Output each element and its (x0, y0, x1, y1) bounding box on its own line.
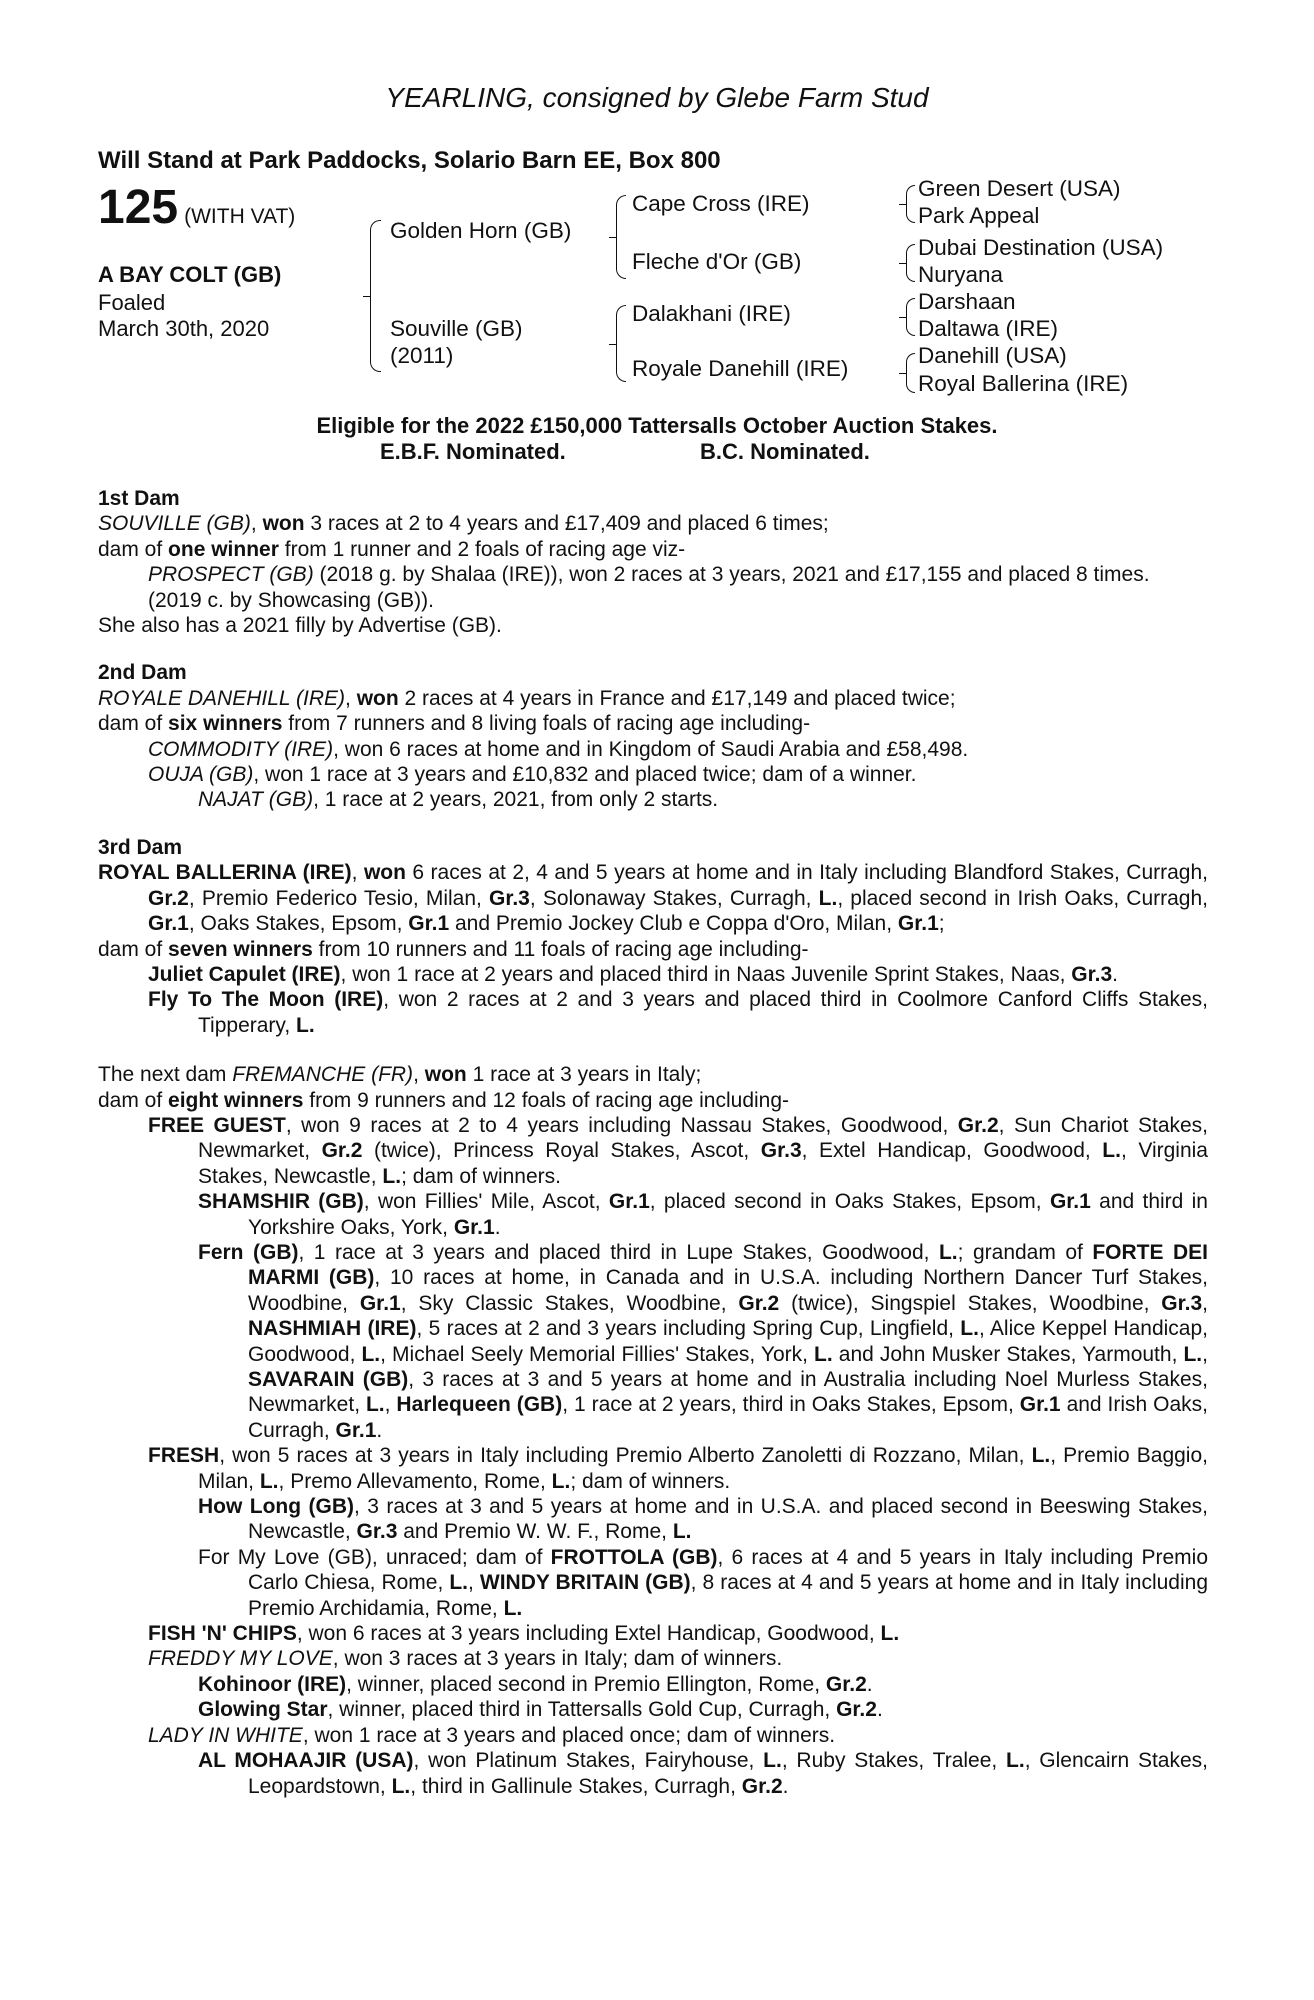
pedigree-g3-2: Park Appeal (918, 203, 1040, 228)
text: , Premio Baggio, Milan, (198, 1444, 1208, 1493)
emphasis: Gr.1 (1019, 1393, 1061, 1417)
text: 1 race at 3 years in Italy; (466, 1063, 702, 1087)
emphasis: L. (672, 1520, 692, 1544)
text: from 9 runners and 12 foals of racing age including- (303, 1088, 790, 1112)
text: , 8 races at 4 and 5 years at home and in Italy including Premio Archidamia, Rome, (248, 1571, 1208, 1620)
horse-name-text: FREDDY MY LOVE (148, 1647, 333, 1671)
horse-name-text: LADY IN WHITE (148, 1723, 303, 1747)
emphasis: won (262, 512, 305, 536)
text: , (384, 1393, 397, 1417)
text: from 10 runners and 11 foals of racing age including- (312, 937, 809, 961)
eligibility-note: Eligible for the 2022 £150,000 Tattersalls October Auction Stakes. (316, 413, 998, 438)
text: , 10 races at home, in Canada and in U.S.A. including Northern Dancer Turf Stakes, Woodbine, (248, 1266, 1208, 1315)
catalogue-header: YEARLING, consigned by Glebe Farm Stud (385, 82, 929, 113)
emphasis: L. (938, 1240, 958, 1264)
text: , won Fillies' Mile, Ascot, (363, 1190, 609, 1214)
text: , Alice Keppel Handicap, Goodwood, (248, 1317, 1208, 1366)
paragraph: SOUVILLE (GB), won 3 races at 2 to 4 years and £17,409 and placed 6 times; (98, 512, 829, 536)
family-details (98, 486, 1208, 1799)
text: and Premio W. W. F., Rome, (397, 1520, 673, 1544)
text: 6 races at 2, 4 and 5 years at home and in Italy including Blandford Stakes, Curragh, (405, 861, 1208, 885)
text: , won Platinum Stakes, Fairyhouse, (413, 1749, 764, 1773)
section-heading: 3rd Dam (98, 835, 183, 859)
pedigree-g3-4: Nuryana (918, 262, 1004, 287)
emphasis: FROTTOLA (GB) (550, 1545, 718, 1569)
pedigree-g3-8: Royal Ballerina (IRE) (918, 371, 1129, 396)
text: dam of (98, 712, 169, 736)
emphasis: Gr.1 (608, 1190, 650, 1214)
text: ; dam of winners. (570, 1469, 731, 1493)
text: , placed second in Irish Oaks, Curragh, (837, 886, 1208, 910)
pedigree-brace (370, 220, 381, 372)
lot-number (98, 180, 295, 235)
horse-name-text: PROSPECT (GB) (148, 563, 314, 587)
emphasis: L. (449, 1571, 468, 1595)
next-dam-section (98, 1062, 1208, 1799)
pedigree-brace (616, 195, 626, 279)
emphasis: Gr.1 (453, 1215, 495, 1239)
emphasis: L. (503, 1596, 523, 1620)
pedigree-brace (906, 185, 915, 223)
emphasis: L. (391, 1774, 411, 1798)
text: (2018 g. by Shalaa (IRE)), won 2 races at 3 years, 2021 and £17,155 and placed 8 times. (313, 563, 1150, 587)
emphasis: Fly To The Moon (IRE) (148, 988, 384, 1012)
bc-note: B.C. Nominated. (700, 439, 870, 464)
horse-name: A BAY COLT (GB) (98, 262, 282, 287)
text: . (782, 1774, 789, 1798)
paragraph (98, 711, 1208, 736)
text: ; (938, 912, 945, 936)
section-heading: 2nd Dam (98, 661, 187, 685)
paragraph: ROYALE DANEHILL (IRE), won 2 races at 4 years in France and £17,149 and placed twice; (98, 686, 956, 710)
emphasis: L. (818, 886, 838, 910)
text: , won 9 races at 2 to 4 years including Nassau Stakes, Goodwood, (285, 1113, 958, 1137)
text: , winner, placed third in Tattersalls Gold Cup, Curragh, (327, 1698, 837, 1722)
text: , 1 race at 3 years and placed third in Lupe Stakes, Goodwood, (298, 1240, 939, 1264)
section-heading: 1st Dam (98, 487, 180, 510)
emphasis: ROYAL BALLERINA (IRE) (98, 861, 352, 885)
pedigree-sire: Golden Horn (GB) (390, 218, 572, 243)
emphasis: Fern (GB) (198, 1240, 299, 1264)
text: For My Love (GB), unraced; dam of (198, 1545, 551, 1569)
text: , Premo Allevamento, Rome, (278, 1469, 552, 1493)
pedigree-brace (906, 298, 915, 336)
text: 3 races at 2 to 4 years and £17,409 and placed 6 times; (304, 512, 829, 536)
paragraph (148, 1443, 1208, 1494)
horse-name-text: FREMANCHE (FR) (232, 1063, 414, 1087)
pedigree-g3-6: Daltawa (IRE) (918, 316, 1059, 341)
text: . (1112, 962, 1118, 986)
text: . (376, 1418, 383, 1442)
text: . (866, 1672, 873, 1696)
text: , (413, 1063, 425, 1087)
text: , Ruby Stakes, Tralee, (781, 1749, 1007, 1773)
emphasis: six winners (168, 712, 283, 736)
text: , 6 races at 4 and 5 years in Italy including Premio Carlo Chiesa, Rome, (248, 1545, 1209, 1595)
text: , third in Gallinule Stakes, Curragh, (410, 1774, 742, 1798)
emphasis: won (363, 861, 406, 885)
text: (twice), Princess Royal Stakes, Ascot, (362, 1139, 761, 1163)
emphasis: Gr.2 (825, 1672, 867, 1696)
text: , Glencairn Stakes, Leopardstown, (248, 1749, 1208, 1798)
horse-name-text: OUJA (GB) (148, 763, 254, 787)
text: . (876, 1698, 883, 1722)
emphasis: L. (551, 1469, 571, 1493)
emphasis: FREE GUEST (148, 1113, 286, 1137)
text: and third in Yorkshire Oaks, York, (248, 1190, 1208, 1239)
text: , 3 races at 3 and 5 years at home and in U.S.A. and placed second in Beeswing Stakes, Newcastle, (248, 1495, 1208, 1544)
text: , Oaks Stakes, Epsom, (188, 912, 409, 936)
emphasis: AL MOHAAJIR (USA) (198, 1749, 414, 1773)
paragraph (148, 1646, 1208, 1671)
emphasis: one winner (168, 537, 279, 561)
paragraph (198, 1494, 1208, 1545)
text: , won 5 races at 3 years in Italy including Premio Alberto Zanoletti di Rozzano, Milan, (219, 1444, 1032, 1468)
horse-name-text: ROYALE DANEHILL (IRE) (98, 686, 346, 710)
text: , Sky Classic Stakes, Woodbine, (400, 1291, 739, 1315)
paragraph (98, 1062, 1208, 1087)
emphasis: L. (1031, 1444, 1051, 1468)
text: The next dam (98, 1063, 233, 1087)
text: 2 races at 4 years in France and £17,149 and placed twice; (398, 686, 956, 710)
pedigree-sire-sire: Cape Cross (IRE) (632, 191, 810, 216)
paragraph (198, 1189, 1208, 1240)
emphasis: Gr.3 (1161, 1291, 1203, 1315)
paragraph (148, 1723, 1208, 1748)
emphasis: Gr.1 (897, 912, 939, 936)
text: , won 1 race at 3 years and £10,832 and placed twice; dam of a winner. (253, 763, 917, 787)
emphasis: Gr.2 (148, 886, 189, 910)
paragraph (98, 937, 1208, 962)
text: , (1202, 1342, 1208, 1366)
emphasis: L. (259, 1469, 279, 1493)
paragraph: She also has a 2021 filly by Advertise (GB). (98, 614, 502, 638)
text: , won 3 races at 3 years in Italy; dam of winners. (332, 1647, 783, 1671)
emphasis: L. (1102, 1139, 1121, 1163)
text: , (468, 1571, 480, 1595)
paragraph (148, 737, 1208, 762)
text: , won 6 races at 3 years including Extel Handicap, Goodwood, (296, 1622, 881, 1646)
text: , placed second in Oaks Stakes, Epsom, (649, 1190, 1050, 1214)
emphasis: L. (814, 1342, 833, 1366)
text: , won 2 races at 2 and 3 years and placed third in Coolmore Canford Cliffs Stakes, Tipperary, (198, 988, 1208, 1037)
text: , won 1 race at 2 years and placed third in Naas Juvenile Sprint Stakes, Naas, (340, 962, 1072, 986)
horse-name-text: COMMODITY (IRE) (148, 737, 334, 761)
emphasis: Gr.3 (356, 1520, 398, 1544)
emphasis: L. (361, 1342, 381, 1366)
horse-name-text: SOUVILLE (GB) (98, 512, 251, 536)
foaled-label: Foaled (98, 290, 166, 315)
text: , Sun Chariot Stakes, Newmarket, (198, 1113, 1209, 1163)
lot-vat-note: (WITH VAT) (184, 205, 296, 228)
emphasis: L. (1183, 1342, 1203, 1366)
emphasis: FORTE DEI MARMI (GB) (248, 1240, 1208, 1290)
paragraph (148, 987, 1208, 1038)
paragraph (148, 762, 1208, 787)
text: dam of (98, 937, 169, 961)
text: , Extel Handicap, Goodwood, (801, 1139, 1103, 1163)
text: , 5 races at 2 and 3 years including Spring Cup, Lingfield, (416, 1317, 961, 1341)
emphasis: FISH 'N' CHIPS (148, 1622, 297, 1646)
emphasis: NASHMIAH (IRE) (248, 1317, 417, 1341)
emphasis: Gr.1 (335, 1418, 377, 1442)
emphasis: Gr.2 (321, 1139, 363, 1163)
emphasis: L. (296, 1013, 315, 1037)
pedigree-dam-year: (2011) (390, 343, 454, 368)
paragraph (198, 1748, 1208, 1799)
text: dam of (98, 1088, 169, 1112)
pedigree-g3-3: Dubai Destination (USA) (918, 235, 1164, 260)
emphasis: eight winners (168, 1088, 304, 1112)
emphasis: Glowing Star (198, 1698, 328, 1722)
emphasis: SHAMSHIR (GB) (198, 1190, 364, 1214)
paragraph (198, 1240, 1208, 1443)
text: , winner, placed second in Premio Ellington, Rome, (346, 1672, 826, 1696)
emphasis: Gr.2 (957, 1113, 999, 1137)
emphasis: L. (382, 1164, 402, 1188)
pedigree-dam-sire: Dalakhani (IRE) (632, 301, 791, 326)
emphasis: Gr.2 (738, 1291, 780, 1315)
text: , 1 race at 2 years, third in Oaks Stakes, Epsom, (562, 1393, 1020, 1417)
emphasis: Gr.3 (489, 886, 530, 910)
text: , (1202, 1291, 1208, 1315)
pedigree-brace (906, 244, 915, 282)
paragraph (198, 1672, 1208, 1697)
emphasis: Harlequeen (GB) (396, 1393, 563, 1417)
text: , won 6 races at home and in Kingdom of Saudi Arabia and £58,498. (333, 737, 969, 761)
pedigree-g3-5: Darshaan (918, 289, 1016, 314)
emphasis: seven winners (168, 937, 313, 961)
text: , (351, 861, 364, 885)
emphasis: L. (763, 1749, 782, 1773)
emphasis: FRESH (148, 1444, 220, 1468)
paragraph (148, 1113, 1208, 1189)
text: and John Musker Stakes, Yarmouth, (832, 1342, 1184, 1366)
emphasis: L. (365, 1393, 385, 1417)
emphasis: Gr.1 (148, 912, 189, 936)
emphasis: Gr.1 (359, 1291, 401, 1315)
stand-location: Will Stand at Park Paddocks, Solario Barn EE, Box 800 (98, 147, 721, 174)
emphasis: won (356, 686, 399, 710)
ebf-note: E.B.F. Nominated. (380, 439, 566, 464)
pedigree-sire-dam: Fleche d'Or (GB) (632, 249, 802, 274)
pedigree-g3-7: Danehill (USA) (918, 343, 1067, 368)
horse-name-text: NAJAT (GB) (198, 788, 314, 812)
text: . (494, 1215, 501, 1239)
text: from 1 runner and 2 foals of racing age viz- (278, 537, 686, 561)
emphasis: won (424, 1063, 467, 1087)
text: , Premio Federico Tesio, Milan, (188, 886, 489, 910)
pedigree-dam-dam: Royale Danehill (IRE) (632, 356, 849, 381)
text: (twice), Singspiel Stakes, Woodbine, (779, 1291, 1162, 1315)
paragraph (98, 860, 1208, 936)
text: ; grandam of (957, 1240, 1093, 1264)
paragraph (98, 537, 1208, 562)
paragraph (198, 1545, 1208, 1621)
paragraph: (2019 c. by Showcasing (GB)). (148, 588, 434, 612)
pedigree-dam: Souville (GB) (390, 316, 523, 341)
emphasis: L. (960, 1317, 979, 1341)
emphasis: Juliet Capulet (IRE) (148, 962, 341, 986)
text: and Premio Jockey Club e Coppa d'Oro, Milan, (449, 912, 898, 936)
text: dam of (98, 537, 169, 561)
emphasis: L. (1006, 1749, 1025, 1773)
text: , won 1 race at 3 years and placed once; dam of winners. (302, 1723, 836, 1747)
emphasis: Gr.2 (836, 1698, 877, 1722)
paragraph (148, 962, 1208, 987)
text: ; dam of winners. (401, 1164, 561, 1188)
text: and Irish Oaks, Curragh, (248, 1393, 1209, 1442)
text: , Virginia Stakes, Newcastle, (198, 1139, 1208, 1188)
paragraph (148, 1621, 1208, 1646)
emphasis: L. (880, 1622, 900, 1646)
emphasis: SAVARAIN (GB) (248, 1368, 409, 1391)
text: , 3 races at 3 and 5 years at home and in Australia including Noel Murless Stakes, Newmarket, (248, 1368, 1208, 1417)
paragraph (98, 1088, 1208, 1113)
paragraph (148, 562, 1208, 587)
emphasis: Gr.1 (1049, 1190, 1091, 1214)
pedigree-brace (616, 305, 626, 382)
text: , Solonaway Stakes, Curragh, (529, 886, 819, 910)
paragraph (198, 787, 1208, 812)
emphasis: How Long (GB) (198, 1495, 354, 1519)
pedigree-g3-1: Green Desert (USA) (918, 176, 1121, 201)
text: from 7 runners and 8 living foals of racing age including- (282, 712, 811, 736)
text: , Michael Seely Memorial Fillies' Stakes, York, (380, 1342, 815, 1366)
emphasis: Gr.3 (760, 1139, 802, 1163)
emphasis: WINDY BRITAIN (GB) (479, 1571, 691, 1595)
paragraph (198, 1697, 1208, 1722)
lot-number-value: 125 (98, 181, 179, 234)
foaled-date: March 30th, 2020 (98, 316, 270, 341)
emphasis: Gr.3 (1071, 962, 1113, 986)
pedigree-brace (906, 353, 915, 393)
emphasis: Gr.1 (408, 912, 450, 936)
emphasis: Gr.2 (741, 1774, 783, 1798)
text: , 1 race at 2 years, 2021, from only 2 starts. (313, 788, 719, 812)
emphasis: Kohinoor (IRE) (198, 1672, 347, 1696)
